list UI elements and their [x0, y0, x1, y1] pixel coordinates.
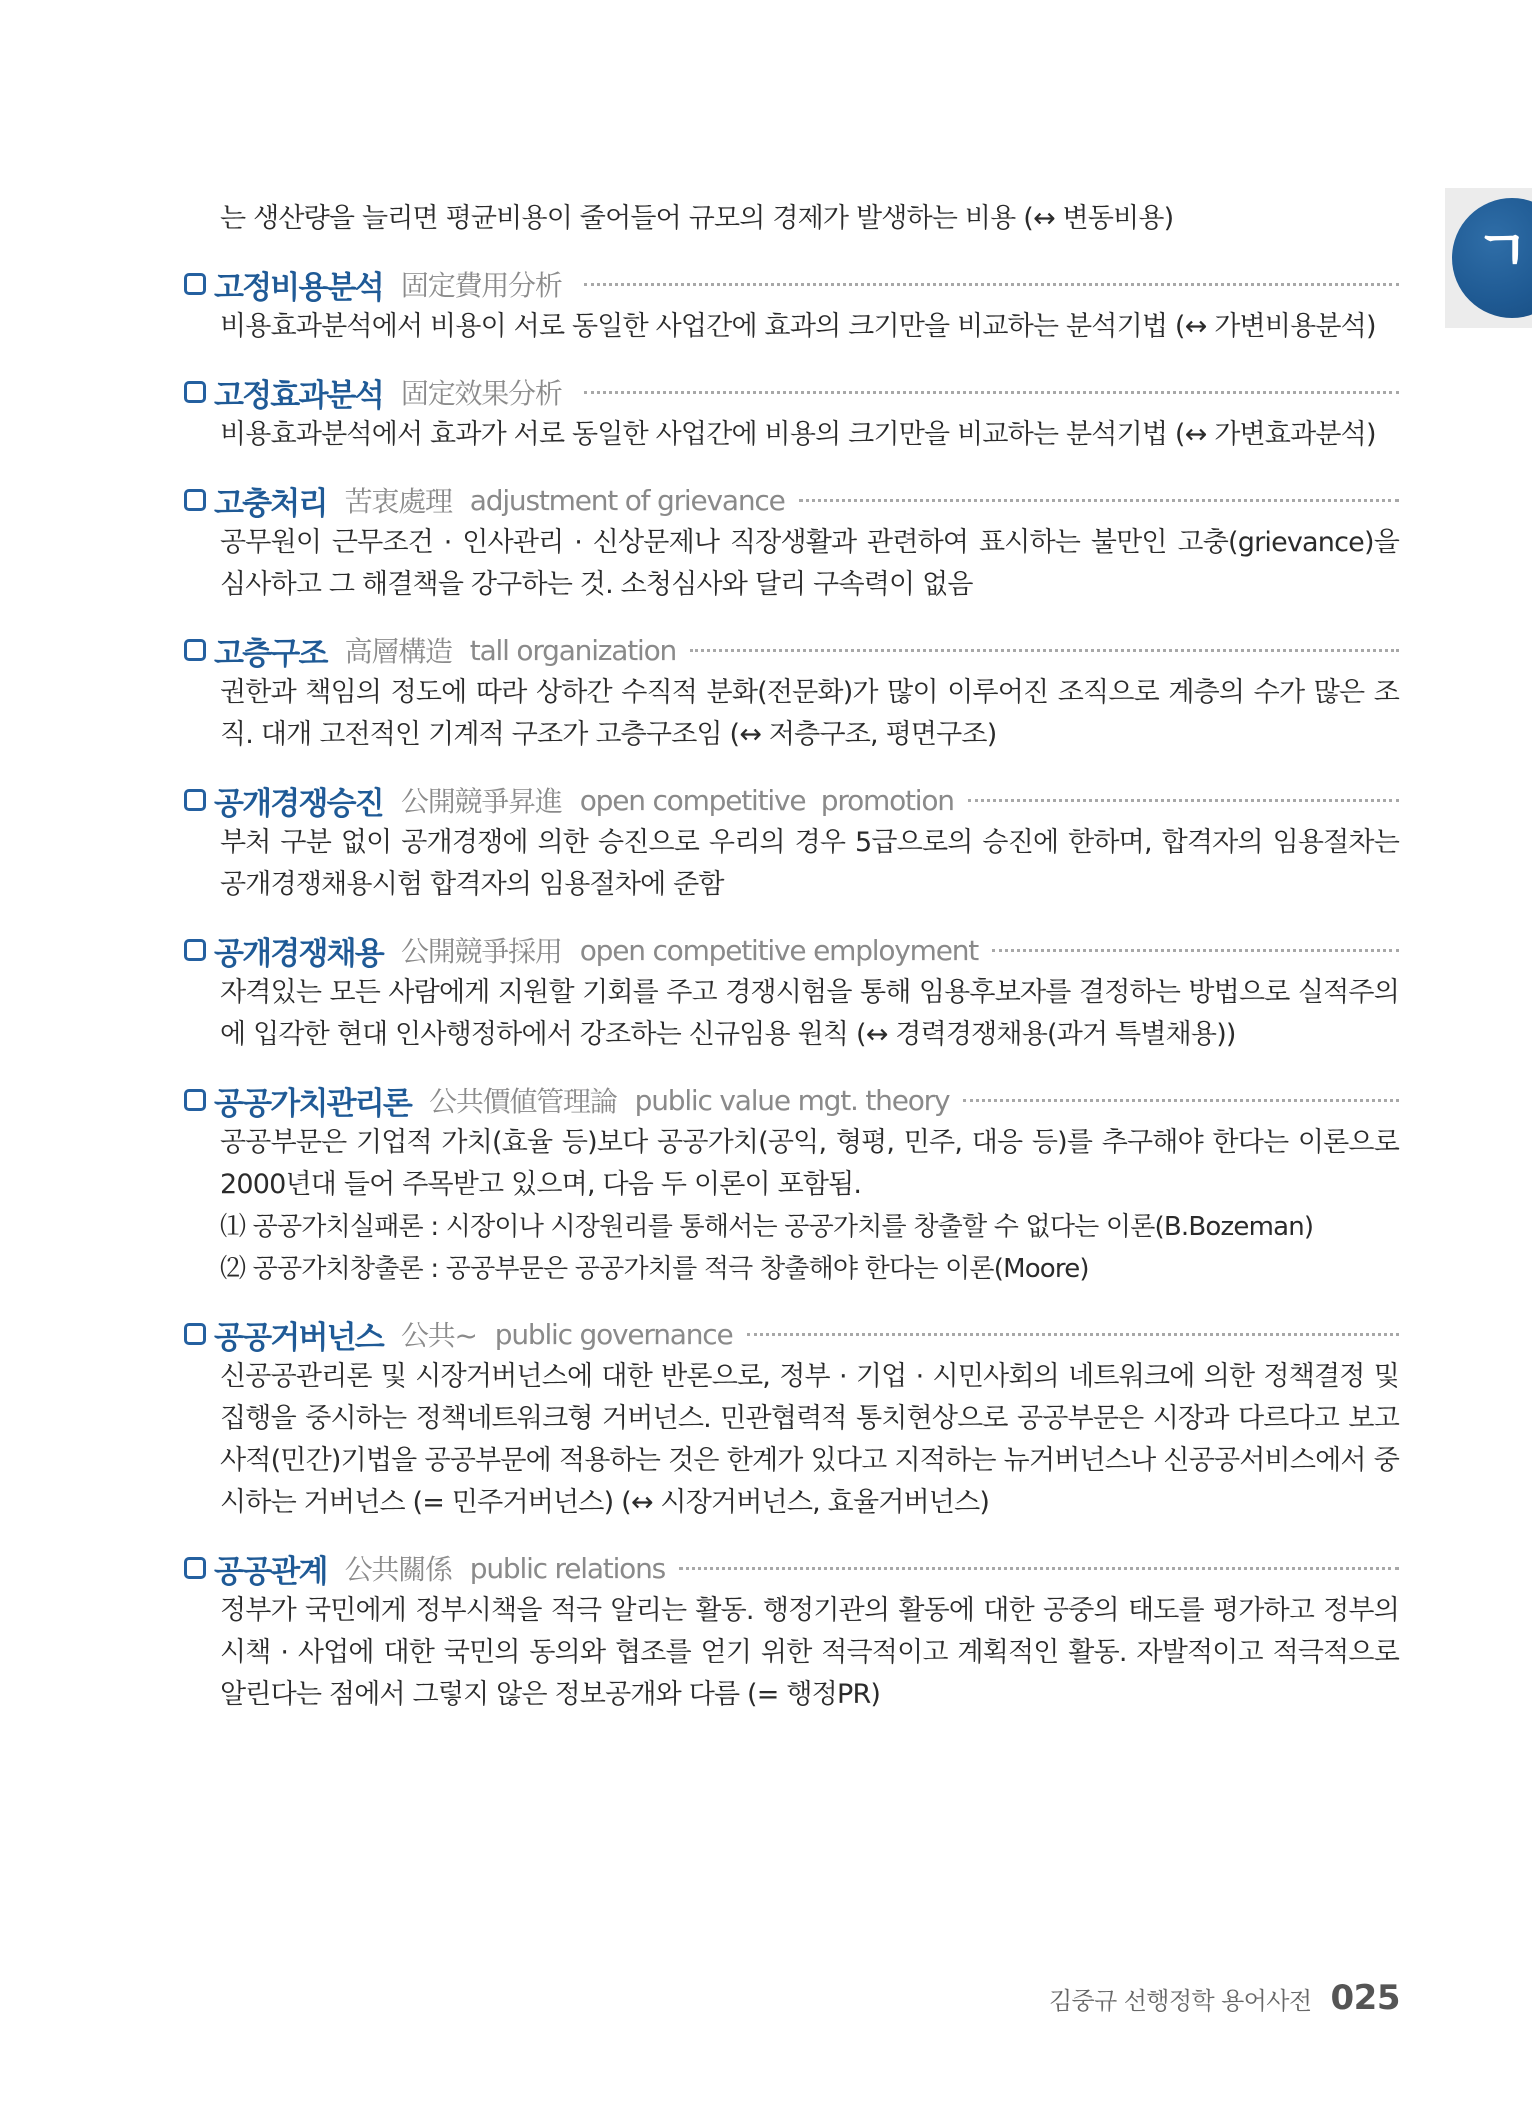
term-row	[184, 628, 1399, 672]
term-english: public governance	[494, 1317, 733, 1351]
term-title: 고정비용분석	[214, 269, 383, 306]
term-description: 자격있는 모든 사람에게 지원할 기회를 주고 경쟁시험을 통해 임용후보자를 결정하는 방법으로 실적주의에 입각한 현대 인사행정하에서 강조하는 신규임용 원칙 (↔ 경력경쟁채용(과거 특별채용))	[220, 977, 1399, 1050]
checkbox-icon	[184, 939, 206, 961]
sub-item: ⑴ 공공가치실패론 : 시장이나 시장원리를 통해서는 공공가치를 창출할 수 없다는 이론(B.Bozeman)	[220, 1212, 1314, 1242]
term-title: 공공가치관리론	[214, 1085, 412, 1122]
term-description: 공공부문은 기업적 가치(효율 등)보다 공공가치(공익, 형평, 민주, 대응 등)를 추구해야 한다는 이론으로 2000년대 들어 주목받고 있으며, 다음 두 이론이 포함됨.	[220, 1127, 1399, 1200]
term-title: 공개경쟁승진	[214, 785, 383, 822]
dotted-leader	[968, 799, 1399, 802]
dotted-leader	[799, 499, 1399, 502]
term-title: 공공관계	[214, 1553, 327, 1590]
dotted-leader	[963, 1099, 1399, 1102]
term-row	[184, 478, 1399, 522]
term-row	[184, 928, 1399, 972]
term-row	[184, 1078, 1399, 1122]
term-english: open competitive promotion	[579, 783, 954, 817]
dotted-leader	[747, 1333, 1399, 1336]
glossary-entry	[184, 928, 1399, 1056]
term-english: open competitive employment	[579, 933, 979, 967]
term-title: 고충처리	[214, 485, 327, 522]
checkbox-icon	[184, 1323, 206, 1345]
checkbox-icon	[184, 489, 206, 511]
term-hanja: 公共關係	[344, 1553, 452, 1586]
term-english: public relations	[469, 1551, 666, 1585]
dotted-leader	[584, 391, 1399, 394]
term-hanja: 公開競爭採用	[400, 935, 562, 968]
term-hanja: 公開競爭昇進	[400, 785, 562, 818]
term-hanja: 固定費用分析	[400, 269, 562, 302]
checkbox-icon	[184, 639, 206, 661]
checkbox-icon	[184, 273, 206, 295]
term-description: 권한과 책임의 정도에 따라 상하간 수직적 분화(전문화)가 많이 이루어진 조직으로 계층의 수가 많은 조직. 대개 고전적인 기계적 구조가 고층구조임 (↔ 저층구조, 평면구조)	[220, 677, 1399, 750]
term-row	[184, 262, 1399, 306]
glossary-content	[184, 198, 1399, 1716]
term-row	[184, 778, 1399, 822]
checkbox-icon	[184, 1089, 206, 1111]
term-title: 고정효과분석	[214, 377, 383, 414]
glossary-entry	[184, 1078, 1399, 1290]
checkbox-icon	[184, 1557, 206, 1579]
glossary-entry	[184, 778, 1399, 906]
sub-item: ⑵ 공공가치창출론 : 공공부문은 공공가치를 적극 창출해야 한다는 이론(Moore)	[220, 1254, 1089, 1284]
term-row	[184, 1546, 1399, 1590]
section-tab-letter: ㄱ	[1474, 219, 1530, 284]
term-english: adjustment of grievance	[469, 483, 785, 517]
term-english: public value mgt. theory	[634, 1083, 950, 1117]
term-title: 고층구조	[214, 635, 327, 672]
term-hanja: 高層構造	[344, 635, 452, 668]
glossary-entry	[184, 478, 1399, 606]
term-title: 공공거버넌스	[214, 1319, 383, 1356]
term-description: 비용효과분석에서 효과가 서로 동일한 사업간에 비용의 크기만을 비교하는 분석기법 (↔ 가변효과분석)	[220, 419, 1376, 450]
glossary-entry	[184, 628, 1399, 756]
checkbox-icon	[184, 789, 206, 811]
term-description: 공무원이 근무조건 · 인사관리 · 신상문제나 직장생활과 관련하여 표시하는 불만인 고충(grievance)을 심사하고 그 해결책을 강구하는 것. 소청심사와 달리 구속력이 없음	[220, 527, 1399, 600]
intro-text: 는 생산량을 늘리면 평균비용이 줄어들어 규모의 경제가 발생하는 비용 (↔ 변동비용)	[220, 203, 1174, 234]
term-title: 공개경쟁채용	[214, 935, 383, 972]
book-title: 김중규 선행정학 용어사전	[1048, 1987, 1312, 2015]
glossary-entry	[184, 1546, 1399, 1716]
term-description: 비용효과분석에서 비용이 서로 동일한 사업간에 효과의 크기만을 비교하는 분석기법 (↔ 가변비용분석)	[220, 311, 1376, 342]
dotted-leader	[992, 949, 1399, 952]
dotted-leader	[679, 1567, 1399, 1570]
page-footer	[1030, 1978, 1400, 2018]
term-description: 정부가 국민에게 정부시책을 적극 알리는 활동. 행정기관의 활동에 대한 공중의 태도를 평가하고 정부의 시책 · 사업에 대한 국민의 동의와 협조를 얻기 위한 적극적이고 계획적인 활동. 자발적이고 적극적으로 알린다는 점에서 그렇지 않은 정보공개와 다름 (= 행정PR)	[220, 1595, 1399, 1710]
term-english: tall organization	[469, 633, 677, 667]
term-hanja: 公共價値管理論	[429, 1085, 617, 1118]
term-description: 부처 구분 없이 공개경쟁에 의한 승진으로 우리의 경우 5급으로의 승진에 한하며, 합격자의 임용절차는 공개경쟁채용시험 합격자의 임용절차에 준함	[220, 827, 1399, 900]
term-row	[184, 370, 1399, 414]
checkbox-icon	[184, 381, 206, 403]
term-hanja: 公共~	[400, 1319, 477, 1352]
term-hanja: 苦衷處理	[344, 485, 452, 518]
dotted-leader	[690, 649, 1399, 652]
term-row	[184, 1312, 1399, 1356]
dotted-leader	[584, 283, 1399, 286]
page-number: 025	[1330, 1978, 1400, 2018]
term-description: 신공공관리론 및 시장거버넌스에 대한 반론으로, 정부 · 기업 · 시민사회의 네트워크에 의한 정책결정 및 집행을 중시하는 정책네트워크형 거버넌스. 민관협력적 통치현상으로 공공부문은 시장과 다르다고 보고 사적(민간)기법을 공공부문에 적용하는 것은 한계가 있다고 지적하는 뉴거버넌스나 신공공서비스에서 중시하는 거버넌스 (= 민주거버넌스) (↔ 시장거버넌스, 효율거버넌스)	[220, 1361, 1399, 1518]
term-hanja: 固定效果分析	[400, 377, 562, 410]
glossary-entry	[184, 370, 1399, 456]
glossary-entry	[184, 1312, 1399, 1524]
glossary-entry	[184, 262, 1399, 348]
